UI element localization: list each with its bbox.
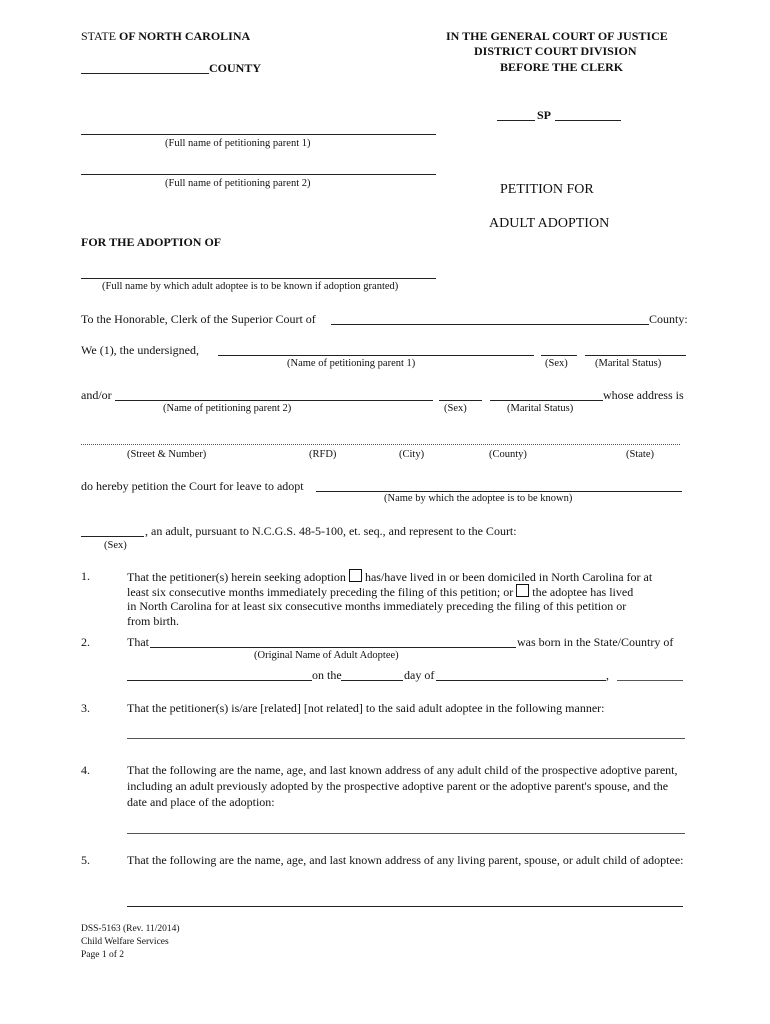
honorable-text: To the Honorable, Clerk of the Superior Court of <box>81 312 316 326</box>
parent1-hint: (Name of petitioning parent 1) <box>287 358 416 369</box>
birth-month-line[interactable] <box>436 680 606 681</box>
document-title-line-2: ADULT ADOPTION <box>489 216 610 231</box>
relationship-line[interactable] <box>127 738 685 739</box>
parent1-sex-hint: (Sex) <box>545 358 568 369</box>
parent1-marital-hint: (Marital Status) <box>595 358 662 369</box>
parent2-sex-hint: (Sex) <box>444 403 467 414</box>
we-undersigned-text: We (1), the undersigned, <box>81 343 199 357</box>
item-2-number: 2. <box>81 635 90 649</box>
superior-court-county-line[interactable] <box>331 324 649 325</box>
domicile-adoptee-checkbox[interactable] <box>516 584 529 597</box>
county-label: COUNTY <box>209 61 262 75</box>
parent2-line[interactable] <box>115 400 433 401</box>
parent1-marital-line[interactable] <box>585 355 686 356</box>
parent1-name-line[interactable] <box>81 134 436 135</box>
adoptee-known-name-hint: (Name by which the adoptee is to be known) <box>384 493 573 504</box>
petition-leave-text: do hereby petition the Court for leave to adopt <box>81 479 304 493</box>
for-adoption-heading: FOR THE ADOPTION OF <box>81 235 222 249</box>
parent2-name-line[interactable] <box>81 174 436 175</box>
birth-year-line[interactable] <box>617 680 683 681</box>
item-1-text-c: least six consecutive months immediately preceding the filing of this petition; or <box>127 585 514 599</box>
address-county-hint: (County) <box>489 449 527 460</box>
whose-address-text: whose address is <box>603 388 684 402</box>
parent2-marital-hint: (Marital Status) <box>507 403 574 414</box>
and-or-text: and/or <box>81 388 112 402</box>
file-number-label: SP <box>537 108 552 122</box>
item-3-number: 3. <box>81 701 90 715</box>
domicile-petitioner-checkbox[interactable] <box>349 569 362 582</box>
county-input-line[interactable] <box>81 73 209 74</box>
item-5-number: 5. <box>81 853 90 867</box>
parent1-sex-line[interactable] <box>541 355 577 356</box>
page-number: Page 1 of 2 <box>81 950 125 960</box>
division-label: Child Welfare Services <box>81 937 169 947</box>
living-relatives-line[interactable] <box>127 906 683 907</box>
adult-children-line[interactable] <box>127 833 685 834</box>
item-1-number: 1. <box>81 569 90 583</box>
document-title-line-1: PETITION FOR <box>500 182 594 197</box>
item-1-line-1 <box>127 569 652 585</box>
form-id: DSS-5163 (Rev. 11/2014) <box>81 924 180 934</box>
item-1-text-a: That the petitioner(s) herein seeking adoption <box>127 570 346 584</box>
address-city-hint: (City) <box>399 449 425 460</box>
adult-pursuant-text: , an adult, pursuant to N.C.G.S. 48-5-100, et. seq., and represent to the Court: <box>145 524 517 538</box>
court-line-2: DISTRICT COURT DIVISION <box>474 44 637 58</box>
address-state-hint: (State) <box>626 449 654 460</box>
on-the-text: on the <box>312 668 342 682</box>
item-4-text: That the following are the name, age, and last known address of any adult child of the prospective adoptive parent, including an adult previously adopted by the prospective adoptive parent or the adoptive parent's spouse, and the date and place of the adoption: <box>127 763 678 809</box>
court-line-3: BEFORE THE CLERK <box>500 60 624 74</box>
item-2-text-a: That <box>127 635 149 649</box>
adoptee-known-name-line[interactable] <box>316 491 682 492</box>
day-of-text: day of <box>404 668 435 682</box>
original-name-line[interactable] <box>150 647 516 648</box>
court-line-1: IN THE GENERAL COURT OF JUSTICE <box>446 29 668 43</box>
item-3-text: That the petitioner(s) is/are [related] [not related] to the said adult adoptee in the following manner: <box>127 701 605 715</box>
file-number-year-line[interactable] <box>497 120 535 121</box>
original-name-hint: (Original Name of Adult Adoptee) <box>254 650 399 661</box>
parent1-line[interactable] <box>218 355 534 356</box>
item-1-text-d: the adoptee has lived <box>532 585 634 599</box>
state-heading <box>81 29 250 44</box>
file-number-line[interactable] <box>555 120 621 121</box>
parent1-name-hint: (Full name of petitioning parent 1) <box>165 138 311 149</box>
address-rfd-hint: (RFD) <box>309 449 337 460</box>
parent2-name-hint: (Full name of petitioning parent 2) <box>165 178 311 189</box>
address-line[interactable] <box>81 444 680 445</box>
item-5-text: That the following are the name, age, and last known address of any living parent, spouse, or adult child of adoptee: <box>127 853 684 867</box>
item-1-text-b: has/have lived in or been domiciled in North Carolina for at <box>364 570 653 584</box>
adoptee-sex-hint: (Sex) <box>104 540 127 551</box>
parent2-marital-line[interactable] <box>490 400 603 401</box>
birth-day-line[interactable] <box>341 680 403 681</box>
birth-place-line[interactable] <box>127 680 312 681</box>
adoptee-name-hint: (Full name by which adult adoptee is to be known if adoption granted) <box>102 281 399 292</box>
item-1-text-f: from birth. <box>127 614 179 628</box>
state-name: OF NORTH CAROLINA <box>119 29 251 43</box>
parent2-hint: (Name of petitioning parent 2) <box>163 403 292 414</box>
address-street-hint: (Street & Number) <box>127 449 207 460</box>
state-prefix: STATE <box>81 29 117 43</box>
county-suffix: County: <box>649 312 688 326</box>
item-1-text-e: in North Carolina for at least six consecutive months immediately preceding the filing of this petition or <box>127 599 627 613</box>
item-2-text-b: was born in the State/Country of <box>517 635 674 649</box>
adoptee-sex-line[interactable] <box>81 536 144 537</box>
item-4-number: 4. <box>81 763 90 777</box>
item-1-line-2 <box>127 584 633 600</box>
parent2-sex-line[interactable] <box>439 400 482 401</box>
adoptee-name-line[interactable] <box>81 278 436 279</box>
